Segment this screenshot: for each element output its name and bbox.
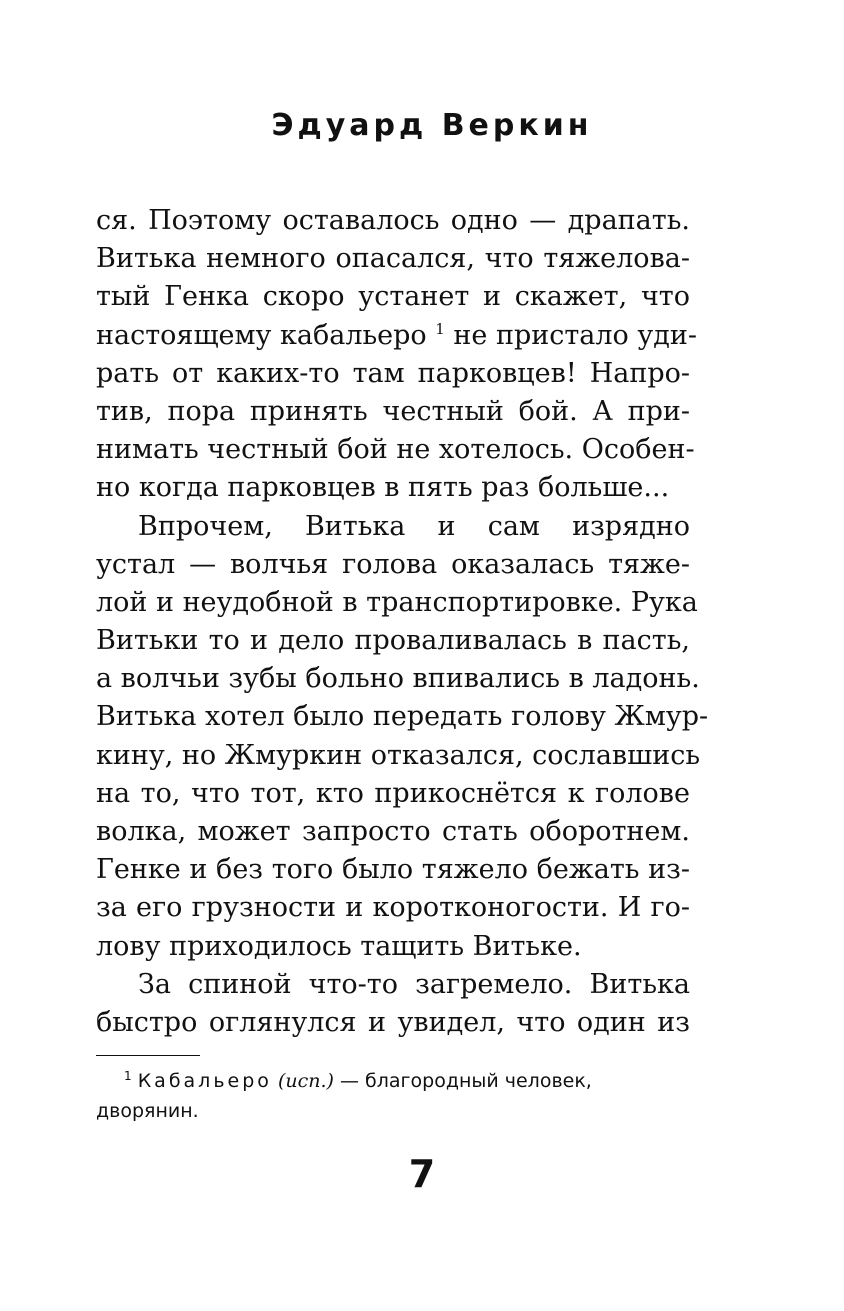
footnote-reference-mark: 1 [435, 319, 445, 338]
text-line: а волчьи зубы больно впивались в ладонь. [96, 663, 700, 695]
footnote-line [96, 1066, 690, 1096]
text-line: За спиной что-то загремело. Витька [138, 968, 690, 1000]
text-line: тив, пора принять честный бой. А при- [96, 395, 690, 427]
text-line: устал — волчья голова оказалась тяже- [96, 548, 690, 580]
footnote-line: дворянин. [96, 1100, 199, 1122]
text-line: ся. Поэтому оставалось одно — драпать. [96, 205, 690, 236]
footnote [96, 1066, 690, 1126]
text-line: лой и неудобной в транспортировке. Рука [96, 586, 698, 618]
footnote-language: (исп.) [277, 1070, 334, 1092]
text-line: лову приходилось тащить Витьке. [96, 930, 582, 962]
text-segment: не пристало уди- [453, 319, 698, 351]
footnote-definition: — благородный человек, [333, 1070, 592, 1092]
footnote-separator-rule [96, 1055, 200, 1056]
text-line: рать от каких-то там парковцев! Напро- [96, 357, 690, 389]
text-line: но когда парковцев в пять раз больше... [96, 472, 670, 504]
text-line: волка, может запросто стать оборотнем. [96, 816, 690, 847]
running-head-author: Эдуард Веркин [271, 108, 593, 143]
page-number: 7 [408, 1152, 436, 1196]
body-text [96, 202, 709, 1042]
footnote-term: Кабальеро [137, 1070, 272, 1092]
text-line: Витька немного опасался, что тяжелова- [96, 243, 690, 275]
text-line: нимать честный бой не хотелось. Особен- [96, 434, 695, 466]
text-segment: настоящему кабальеро [96, 319, 427, 351]
text-line: на то, что тот, кто прикоснётся к голове [96, 777, 690, 809]
text-line: Витька хотел было передать голову Жмур- [96, 701, 709, 733]
text-line: за его грузности и коротконогости. И го- [96, 892, 690, 924]
text-line: Впрочем, Витька и сам изрядно [138, 510, 690, 542]
text-line: тый Генка скоро устанет и скажет, что [96, 281, 690, 313]
text-line: кину, но Жмуркин отказался, сославшись [96, 739, 701, 771]
text-line: Витьки то и дело проваливалась в пасть, [96, 625, 690, 657]
text-line: быстро оглянулся и увидел, что один из [96, 1006, 690, 1038]
footnote-number: 1 [124, 1069, 132, 1083]
text-line-with-footnote-ref [96, 317, 698, 355]
text-line: Генке и без того было тяжело бежать из- [96, 854, 690, 886]
